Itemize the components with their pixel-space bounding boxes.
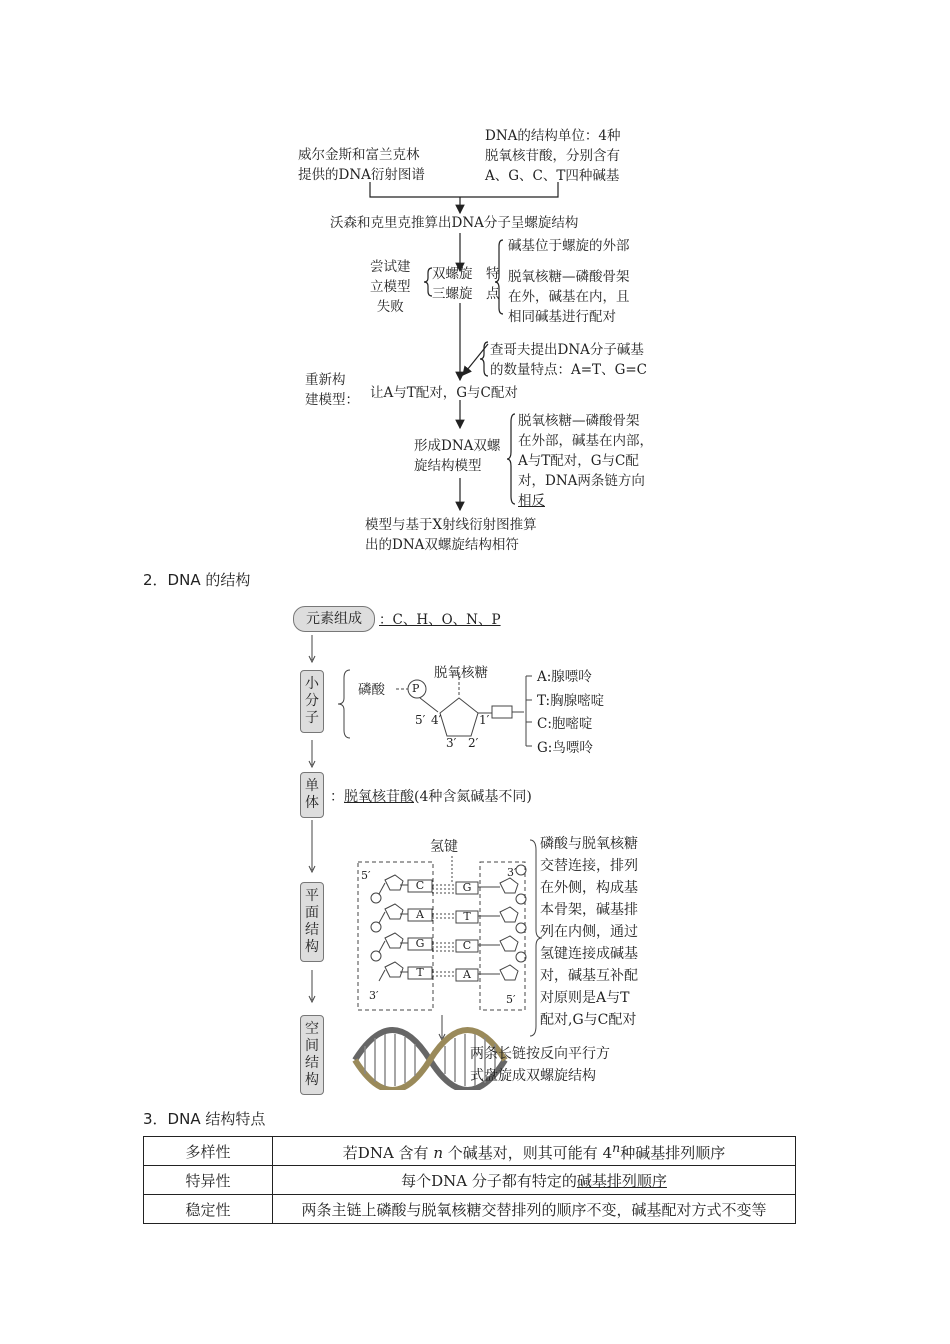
elements-label: 元素组成 [293, 606, 375, 632]
form-model-desc: 脱氧核糖—磷酸骨架 在外部，碱基在内部， A与T配对，G与C配 对，DNA两条链方向 相反 [518, 413, 653, 509]
carbon-1: 1′ [479, 713, 490, 727]
feature-2: 脱氧核糖—磷酸骨架 在外，碱基在内，且 相同碱基进行配对 [508, 269, 630, 325]
form-model-text: 形成DNA双螺 旋结构模型 [414, 438, 501, 474]
small-molecule-label: 小分子 [300, 670, 324, 733]
feature-label: 特 点 [486, 266, 500, 302]
pairing-text: 让A与T配对，G与C配对 [370, 385, 518, 401]
left-strand [371, 875, 408, 981]
table-row [144, 1137, 796, 1166]
feature-1: 碱基位于螺旋的外部 [508, 238, 630, 254]
plane-structure-label: 平面结构 [300, 882, 324, 962]
left-base-3: G [415, 937, 425, 950]
right-base-3: C [462, 939, 472, 952]
row-label: 特异性 [144, 1166, 273, 1195]
right-base-2: T [463, 910, 471, 923]
left-5prime: 5′ [361, 869, 371, 882]
right-strand [478, 865, 526, 980]
carbon-2: 2′ [468, 736, 479, 750]
section-2-heading: 2．DNA 的结构 [143, 571, 251, 589]
left-base-2: A [416, 908, 424, 921]
watson-crick-text: 沃森和克里克推算出DNA分子呈螺旋结构 [330, 215, 579, 231]
section-3-heading: 3．DNA 结构特点 [143, 1110, 266, 1128]
failed-model-text: 尝试建 立模型 失败 [370, 259, 411, 315]
table-row [144, 1166, 796, 1195]
monomer-label: 单体 [300, 772, 324, 818]
dna-features-table [143, 1136, 796, 1224]
left-base-1: C [415, 879, 425, 892]
carbon-4: 4′ [431, 713, 442, 727]
left-3prime: 3′ [369, 989, 379, 1002]
plane-structure-desc: 磷酸与脱氧核糖 交替连接，排列 在外侧，构成基 本骨架，碱基排 列在内侧，通过 氢键连接成碱基 对，碱基互补配 对原则是A与T 配对,G与C配对 [540, 836, 638, 1028]
row-value: 若DNA 含有 n 个碱基对，则其可能有 4$^n$种碱基排列顺序 [273, 1137, 796, 1166]
right-3prime: 3′ [507, 866, 517, 879]
phosphate-label: 磷酸 [358, 682, 385, 698]
space-structure-desc: 两条长链按反向平行方 式盘旋成双螺旋结构 [470, 1046, 610, 1084]
row-label: 稳定性 [144, 1195, 273, 1224]
table-row [144, 1195, 796, 1224]
base-list: A:腺嘌呤 T:胸腺嘧啶 C:胞嘧啶 G:鸟嘌呤 [537, 669, 605, 756]
monomer-value: ：脱氧核苷酸(4种含氮碱基不同) [330, 789, 532, 805]
right-base-4: A [463, 968, 471, 981]
right-base-1: G [462, 881, 472, 894]
left-base-4: T [416, 966, 424, 979]
triple-helix-label: 三螺旋 [432, 286, 473, 302]
p-letter: P [412, 682, 420, 695]
rebuild-label: 重新构 建模型： [305, 372, 359, 408]
right-5prime: 5′ [506, 993, 516, 1006]
chargaff-text: 查哥夫提出DNA分子碱基 的数量特点：A=T、G=C [490, 342, 647, 378]
hydrogen-bond-label: 氢键 [430, 839, 458, 855]
carbon-5: 5′ [415, 713, 426, 727]
elements-value: ：C、H、O、N、P [379, 612, 501, 628]
row-label: 多样性 [144, 1137, 273, 1166]
flowchart-lines [0, 0, 950, 560]
carbon-3: 3′ [446, 736, 457, 750]
double-helix-label: 双螺旋 [432, 266, 473, 282]
deoxyribose-label: 脱氧核糖 [434, 665, 488, 681]
dna-unit-text: DNA的结构单位：4种 脱氧核苷酸，分别含有 A、G、C、T四种碱基 [485, 128, 621, 184]
conclusion-text: 模型与基于X射线衍射图推算 出的DNA双螺旋结构相符 [365, 517, 537, 553]
space-structure-label: 空间结构 [300, 1015, 324, 1095]
row-value: 两条主链上磷酸与脱氧核糖交替排列的顺序不变，碱基配对方式不变等 [273, 1195, 796, 1224]
row-value: 每个DNA 分子都有特定的碱基排列顺序 [273, 1166, 796, 1195]
wilkins-text: 威尔金斯和富兰克林 提供的DNA衍射图谱 [298, 147, 425, 183]
